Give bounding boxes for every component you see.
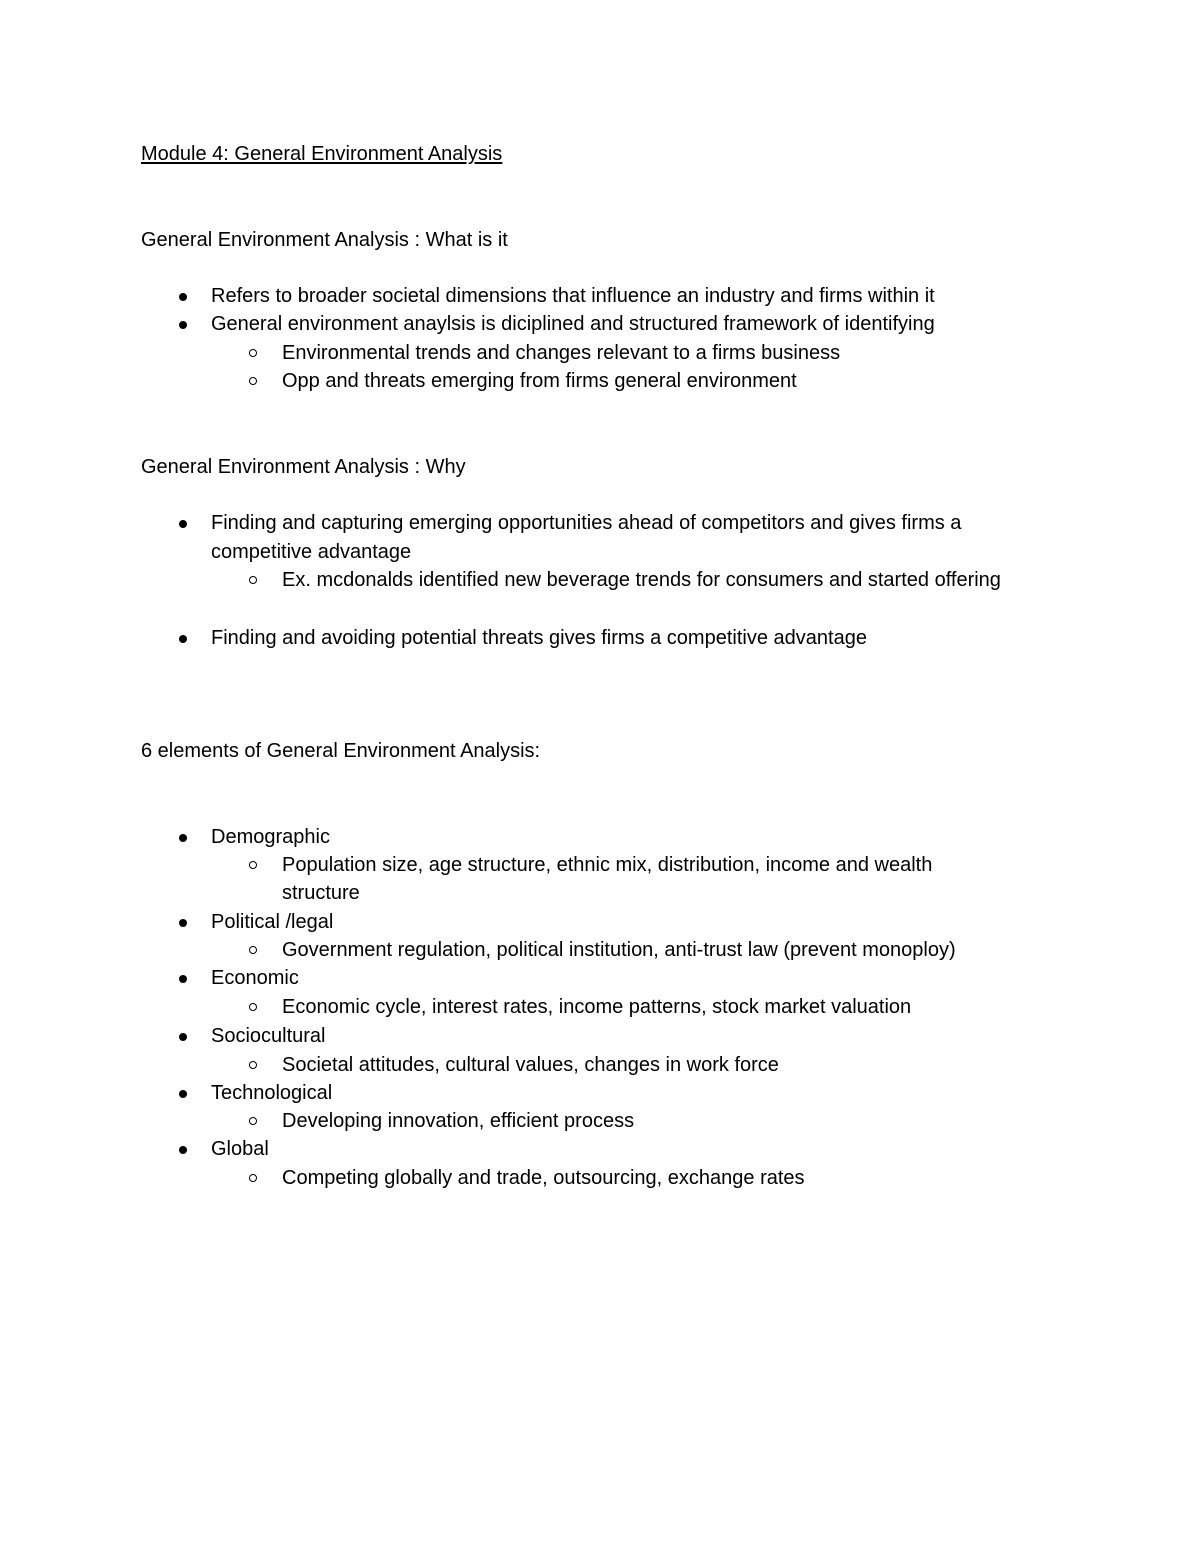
element-detail-continued: structure <box>282 882 360 904</box>
sub-bullet-circle-icon <box>249 377 257 385</box>
bullet-dot-icon <box>179 635 187 643</box>
element-label: Economic <box>211 967 299 989</box>
bullet-dot-icon <box>179 321 187 329</box>
element-label: Demographic <box>211 826 330 848</box>
sub-bullet-circle-icon <box>249 1061 257 1069</box>
bullet-text: Refers to broader societal dimensions that influence an industry and firms within it <box>211 285 935 307</box>
element-label: Political /legal <box>211 911 334 933</box>
bullet-dot-icon <box>179 919 187 927</box>
section-heading-elements: 6 elements of General Environment Analysis: <box>141 740 541 762</box>
sub-bullet-circle-icon <box>249 1117 257 1125</box>
element-detail: Population size, age structure, ethnic mix, distribution, income and wealth <box>282 854 933 876</box>
element-detail: Societal attitudes, cultural values, changes in work force <box>282 1054 779 1076</box>
section-heading-what: General Environment Analysis : What is it <box>141 229 508 251</box>
sub-bullet-circle-icon <box>249 1174 257 1182</box>
sub-bullet-text: Environmental trends and changes relevant to a firms business <box>282 342 841 364</box>
bullet-dot-icon <box>179 293 187 301</box>
element-detail: Developing innovation, efficient process <box>282 1110 635 1132</box>
bullet-text: Finding and capturing emerging opportunities ahead of competitors and gives firms a <box>211 512 962 534</box>
bullet-dot-icon <box>179 975 187 983</box>
bullet-text-continued: competitive advantage <box>211 541 412 563</box>
element-detail: Economic cycle, interest rates, income patterns, stock market valuation <box>282 996 912 1018</box>
element-detail: Government regulation, political institution, anti-trust law (prevent monoploy) <box>282 939 956 961</box>
bullet-dot-icon <box>179 1033 187 1041</box>
sub-bullet-circle-icon <box>249 1003 257 1011</box>
bullet-dot-icon <box>179 834 187 842</box>
element-detail: Competing globally and trade, outsourcing, exchange rates <box>282 1167 805 1189</box>
bullet-dot-icon <box>179 520 187 528</box>
sub-bullet-circle-icon <box>249 946 257 954</box>
sub-bullet-text: Ex. mcdonalds identified new beverage trends for consumers and started offering <box>282 569 1001 591</box>
sub-bullet-circle-icon <box>249 861 257 869</box>
section-heading-why: General Environment Analysis : Why <box>141 456 466 478</box>
element-label: Sociocultural <box>211 1025 326 1047</box>
sub-bullet-text: Opp and threats emerging from firms general environment <box>282 370 797 392</box>
bullet-dot-icon <box>179 1146 187 1154</box>
element-label: Global <box>211 1138 269 1160</box>
document-title: Module 4: General Environment Analysis <box>141 143 503 165</box>
bullet-text: General environment anaylsis is diciplined and structured framework of identifying <box>211 313 935 335</box>
sub-bullet-circle-icon <box>249 576 257 584</box>
bullet-text: Finding and avoiding potential threats gives firms a competitive advantage <box>211 627 867 649</box>
bullet-dot-icon <box>179 1090 187 1098</box>
sub-bullet-circle-icon <box>249 349 257 357</box>
element-label: Technological <box>211 1082 333 1104</box>
